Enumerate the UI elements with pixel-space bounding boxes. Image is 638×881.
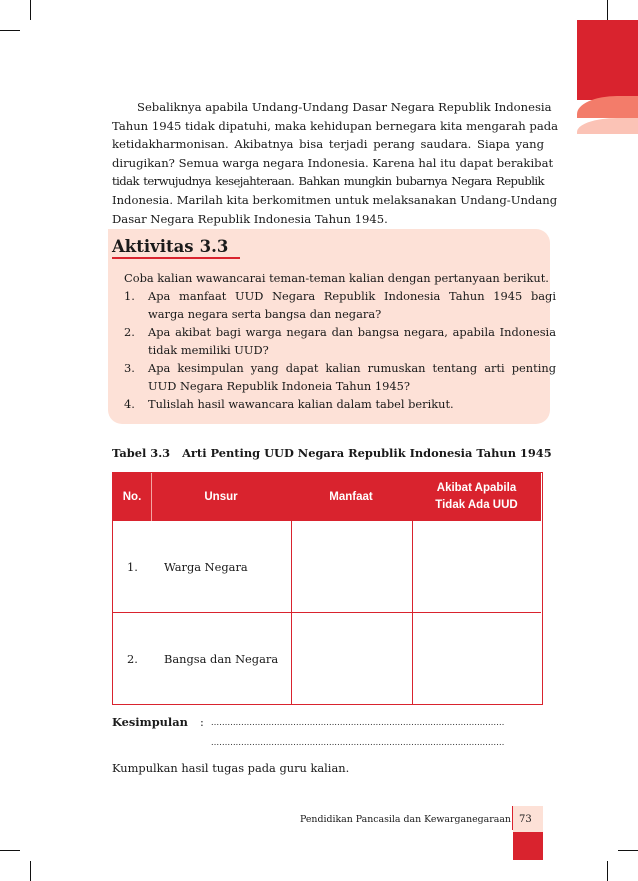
activity-question-1: [124, 287, 556, 321]
data-table: [112, 472, 543, 705]
footer-red-block: [513, 832, 543, 860]
table-caption-label: Tabel 3.3: [112, 446, 171, 460]
header-akibat-line1: Akibat Apabila: [436, 482, 517, 494]
question-number: 1.: [124, 289, 135, 303]
question-line: Apa akibat bagi warga negara dan bangsa negara, apabila Indonesia: [148, 325, 556, 339]
footer-book-title: Pendidikan Pancasila dan Kewarganegaraan: [300, 814, 511, 825]
paragraph-line: Sebaliknya apabila Undang-Undang Dasar Negara Republik Indonesia: [137, 100, 552, 114]
activity-question-4: [124, 395, 454, 413]
page-number: 73: [519, 814, 532, 825]
cell-unsur: Warga Negara: [164, 560, 248, 574]
question-line: warga negara serta bangsa dan negara?: [148, 307, 382, 321]
column-divider: [151, 473, 152, 521]
crop-mark: [0, 850, 20, 851]
paragraph-line: tidak terwujudnya kesejahteraan. Bahkan mungkin bubarnya Negara Republik: [112, 174, 544, 189]
question-line: Tulislah hasil wawancara kalian dalam tabel berikut.: [148, 397, 454, 411]
activity-number: 3.3: [199, 237, 229, 256]
header-unsur: Unsur: [204, 490, 238, 503]
kesimpulan-label: Kesimpulan: [112, 715, 188, 729]
footer-divider: [512, 806, 513, 830]
table-header-row: [113, 473, 541, 521]
question-line: tidak memiliki UUD?: [148, 343, 269, 357]
question-line: UUD Negara Republik Indoneia Tahun 1945?: [148, 379, 410, 393]
question-number: 4.: [124, 397, 135, 411]
question-line: Apa kesimpulan yang dapat kalian rumuskan tentang arti penting: [148, 361, 556, 375]
crop-mark: [607, 861, 608, 881]
activity-question-3: [124, 359, 556, 393]
row-divider: [113, 612, 541, 613]
crop-mark: [30, 861, 31, 881]
crop-mark: [618, 850, 638, 851]
body-paragraph: [112, 98, 559, 228]
table-caption: [112, 446, 552, 460]
paragraph-line: ketidakharmonisan. Akibatnya bisa terjadi perang saudara. Siapa yang: [112, 137, 544, 152]
cell-unsur: Bangsa dan Negara: [164, 652, 279, 666]
crop-mark: [0, 30, 20, 31]
header-manfaat: Manfaat: [329, 490, 373, 503]
activity-question-2: [124, 323, 556, 357]
question-number: 2.: [124, 325, 135, 339]
table-caption-title: Arti Penting UUD Negara Republik Indonesia Tahun 1945: [182, 446, 552, 460]
paragraph-line: Indonesia. Marilah kita berkomitmen untuk melaksanakan Undang-Undang: [112, 192, 558, 207]
kesimpulan-answer-line[interactable]: ...........................................................................................................: [211, 718, 505, 727]
column-divider: [412, 473, 413, 704]
activity-intro: Coba kalian wawancarai teman-teman kalian dengan pertanyaan berikut.: [124, 271, 549, 285]
crop-mark: [607, 0, 608, 20]
header-akibat-line2: Tidak Ada UUD: [435, 499, 518, 511]
header-no: No.: [122, 490, 142, 503]
header-akibat: [412, 473, 541, 521]
crop-mark: [30, 0, 31, 20]
activity-title: [112, 237, 228, 256]
kesimpulan-answer-line[interactable]: ...........................................................................................................: [211, 738, 505, 747]
kesimpulan-colon: :: [200, 715, 204, 729]
cell-no: 2.: [127, 652, 138, 666]
cell-no: 1.: [127, 560, 138, 574]
column-divider: [291, 473, 292, 704]
chapter-tab: [577, 20, 638, 100]
paragraph-line: Tahun 1945 tidak dipatuhi, maka kehidupan bernegara kita mengarah pada: [112, 118, 559, 133]
chapter-tab-stripe: [577, 118, 638, 134]
question-line: Apa manfaat UUD Negara Republik Indonesia Tahun 1945 bagi: [148, 289, 556, 303]
activity-title-label: Aktivitas: [112, 237, 194, 256]
question-number: 3.: [124, 361, 135, 375]
closing-instruction: Kumpulkan hasil tugas pada guru kalian.: [112, 761, 350, 775]
paragraph-line: Dasar Negara Republik Indonesia Tahun 1945.: [112, 211, 388, 226]
paragraph-line: dirugikan? Semua warga negara Indonesia. Karena hal itu dapat berakibat: [112, 155, 554, 170]
activity-title-underline: [112, 257, 240, 259]
